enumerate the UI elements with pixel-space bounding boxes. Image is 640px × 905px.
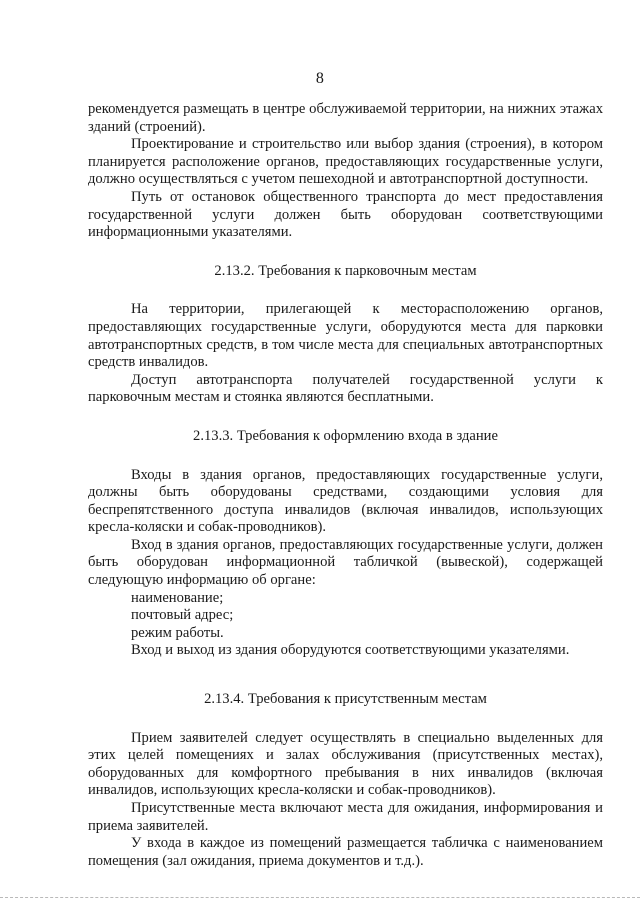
page-bottom-divider	[0, 897, 640, 898]
paragraph: Прием заявителей следует осуществлять в специально выделенных для этих целей помещениях и залах обслуживания (присутственных местах), оборудованных для комфортного пребывания в них инвалидов (включая инвалидов, использующих кресла-коляски и собак-проводников).	[88, 729, 603, 799]
list-item: наименование;	[131, 589, 224, 606]
paragraph: Вход и выход из здания оборудуются соответствующими указателями.	[131, 642, 570, 659]
paragraph: Проектирование и строительство или выбор здания (строения), в котором планируется расположение органов, предоставляющих государственные услуги, должно осуществляться с учетом пешеходной и автотранспортной доступности.	[88, 136, 603, 188]
paragraph: Доступ автотранспорта получателей государственной услуги к парковочным местам и стоянка являются бесплатными.	[88, 371, 603, 406]
section-heading-entrance: 2.13.3. Требования к оформлению входа в здание	[193, 427, 498, 444]
section-heading-parking: 2.13.2. Требования к парковочным местам	[214, 262, 477, 279]
paragraph: Вход в здания органов, предоставляющих государственные услуги, должен быть оборудован информационной табличкой (вывеской), содержащей следующую информацию об органе:	[88, 536, 603, 589]
paragraph: Входы в здания органов, предоставляющих государственные услуги, должны быть оборудованы средствами, создающими условия для беспрепятственного доступа инвалидов (включая инвалидов, использующих кресла-коляски и собак-проводников).	[88, 466, 603, 536]
list-item: почтовый адрес;	[131, 607, 234, 624]
paragraph: У входа в каждое из помещений размещается табличка с наименованием помещения (зал ожидания, приема документов и т.д.).	[88, 835, 603, 869]
paragraph: Присутственные места включают места для ожидания, информирования и приема заявителей.	[88, 800, 603, 834]
paragraph: На территории, прилегающей к месторасположению органов, предоставляющих государственные услуги, оборудуются места для парковки автотранспортных средств, в том числе места для специальных автотранспортных средств инвалидов.	[88, 301, 603, 371]
paragraph: Путь от остановок общественного транспорта до мест предоставления государственной услуги должен быть оборудован соответствующими информационными указателями.	[88, 188, 603, 241]
page-number: 8	[315, 70, 325, 87]
document-body	[88, 101, 603, 870]
section-heading-public-places: 2.13.4. Требования к присутственным местам	[204, 691, 487, 708]
paragraph: рекомендуется размещать в центре обслуживаемой территории, на нижних этажах зданий (строений).	[88, 101, 603, 135]
list-item: режим работы.	[131, 624, 224, 641]
